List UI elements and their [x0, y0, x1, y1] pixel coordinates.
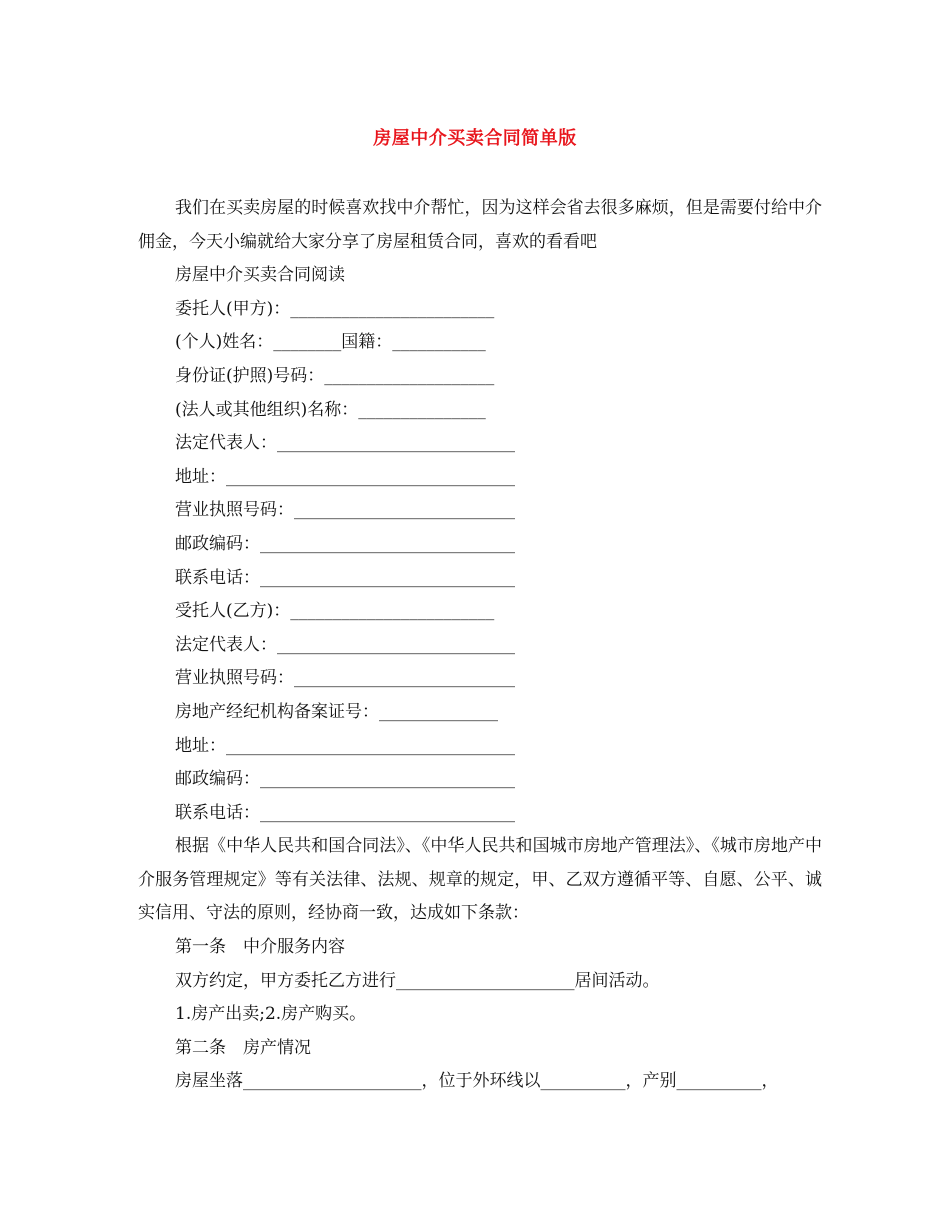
form-line: 法定代表人：____________________________: [175, 433, 515, 454]
form-line: (个人)姓名：________国籍：___________: [175, 332, 486, 353]
document-title: 房屋中介买卖合同简单版: [373, 128, 577, 149]
article-heading: 第一条 中介服务内容: [175, 937, 345, 958]
form-line: 身份证(护照)号码：____________________: [175, 365, 495, 386]
form-line: 营业执照号码：__________________________: [175, 668, 515, 689]
form-line: 委托人(甲方)：________________________: [175, 298, 495, 319]
form-line: 受托人(乙方)：________________________: [175, 601, 495, 622]
form-line: 地址：__________________________________: [175, 735, 515, 756]
article-text: 1.房产出卖;2.房产购买。: [175, 1004, 367, 1025]
article-heading: 第二条 房产情况: [175, 1037, 311, 1058]
article-text: 房屋坐落_____________________，位于外环线以__________，产别__________，: [175, 1071, 779, 1092]
form-line: 房地产经纪机构备案证号：______________: [175, 701, 498, 722]
intro-paragraph: 我们在买卖房屋的时候喜欢找中介帮忙，因为这样会省去很多麻烦，但是需要付给中介佣金，今天小编就给大家分享了房屋租赁合同，喜欢的看看吧: [138, 198, 822, 252]
document-body: [138, 192, 822, 1099]
form-line: 营业执照号码：__________________________: [175, 500, 515, 521]
legal-basis-paragraph: 根据《中华人民共和国合同法》、《中华人民共和国城市房地产管理法》、《城市房地产中介服务管理规定》等有关法律、法规、规章的规定，甲、乙双方遵循平等、自愿、公平、诚实信用、守法的原则，经协商一致，达成如下条款：: [138, 836, 822, 924]
form-line: 邮政编码：______________________________: [175, 769, 515, 790]
form-line: (法人或其他组织)名称：_______________: [175, 399, 486, 420]
form-line: 联系电话：______________________________: [175, 802, 515, 823]
form-line: 地址：__________________________________: [175, 466, 515, 487]
article-text: 双方约定，甲方委托乙方进行_____________________居间活动。: [175, 970, 660, 991]
form-line: 法定代表人：____________________________: [175, 634, 515, 655]
form-line: 房屋中介买卖合同阅读: [175, 265, 345, 286]
form-line: 联系电话：______________________________: [175, 567, 515, 588]
form-line: 邮政编码：______________________________: [175, 533, 515, 554]
